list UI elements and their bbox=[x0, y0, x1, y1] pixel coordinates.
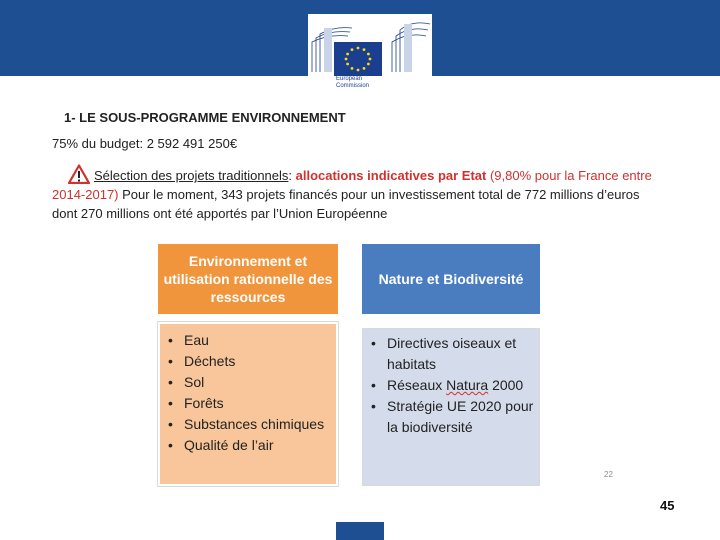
environment-column-header bbox=[158, 244, 338, 314]
budget-line: 75% du budget: 2 592 491 250€ bbox=[52, 136, 238, 151]
selection-paragraph bbox=[52, 164, 652, 223]
list-item: • Réseaux Natura 2000 bbox=[363, 375, 539, 396]
nature-list-box bbox=[362, 328, 540, 486]
logo-text bbox=[336, 76, 369, 90]
environment-list-box bbox=[158, 322, 338, 486]
list-item: • Directives oiseaux et habitats bbox=[363, 333, 539, 375]
nature-column-header bbox=[362, 244, 540, 314]
list-item: • Sol bbox=[160, 372, 336, 393]
selection-label: Sélection des projets traditionnels bbox=[94, 168, 289, 183]
selection-note: (9,80% pour la France entre 2014-2017) bbox=[52, 168, 652, 202]
list-item: • Déchets bbox=[160, 351, 336, 372]
logo-line-2: Commission bbox=[336, 83, 370, 89]
list-item: • Substances chimiques bbox=[160, 414, 336, 435]
european-commission-logo bbox=[308, 14, 432, 98]
slide-number: 22 bbox=[604, 470, 613, 479]
list-item: • Forêts bbox=[160, 393, 336, 414]
page-number: 45 bbox=[660, 498, 675, 513]
selection-rest: Pour le moment, 343 projets financés pour un investissement total de 772 millions d’euros dont 270 millions ont été apportés par l’Union Européenne bbox=[52, 187, 640, 221]
environment-list bbox=[160, 324, 336, 456]
list-item: • Stratégie UE 2020 pour la biodiversité bbox=[363, 396, 539, 438]
selection-colon: : bbox=[288, 168, 296, 183]
warning-icon bbox=[68, 164, 90, 184]
spellcheck-word: Natura bbox=[446, 377, 489, 393]
list-item: • Eau bbox=[160, 330, 336, 351]
environment-column-title: Environnement et utilisation rationnelle des ressources bbox=[163, 253, 333, 305]
nature-column-title: Nature et Biodiversité bbox=[378, 271, 524, 287]
section-heading: 1- LE SOUS-PROGRAMME ENVIRONNEMENT bbox=[64, 110, 346, 125]
selection-highlight: allocations indicatives par Etat bbox=[295, 168, 487, 183]
eu-flag-icon bbox=[334, 42, 382, 76]
logo-line-1: European bbox=[336, 76, 363, 82]
list-item: • Qualité de l’air bbox=[160, 435, 336, 456]
bottom-tab bbox=[336, 522, 384, 540]
nature-list bbox=[363, 329, 539, 438]
